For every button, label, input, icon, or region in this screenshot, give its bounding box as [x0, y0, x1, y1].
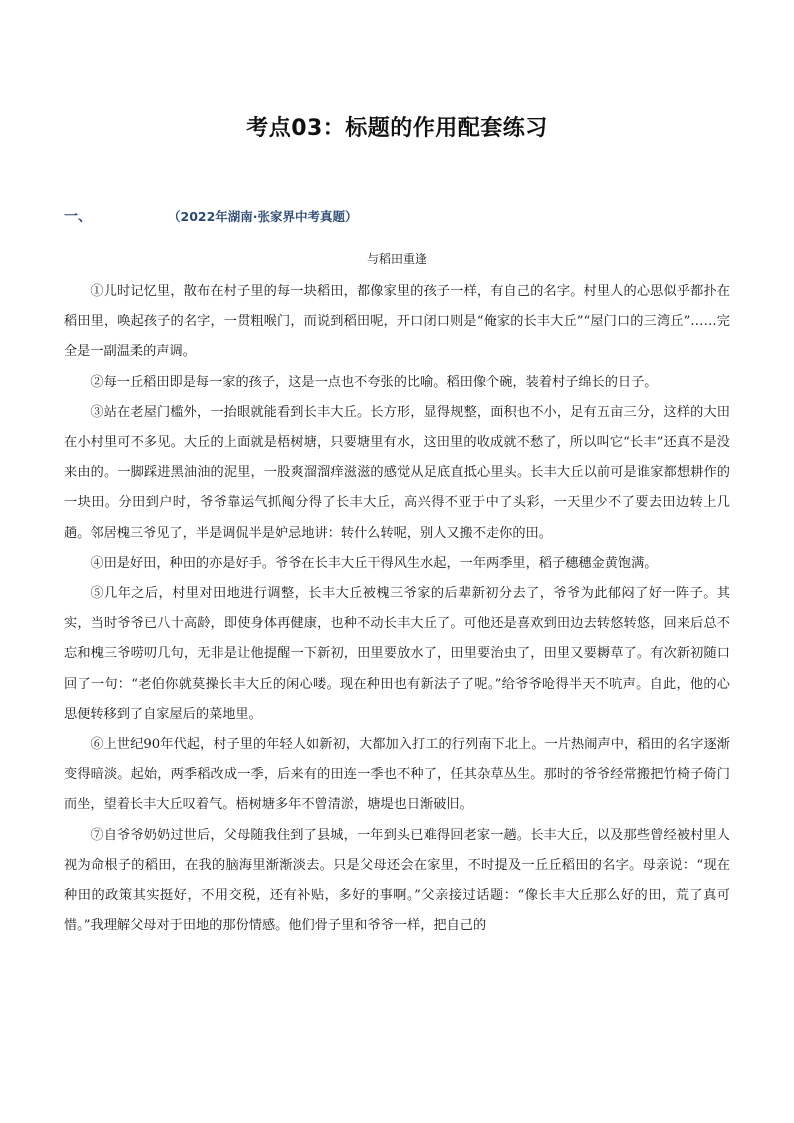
paragraph: ③站在老屋门槛外，一抬眼就能看到长丰大丘。长方形，显得规整，面积也不小，足有五亩三分，这样的大田在小村里可不多见。大丘的上面就是梧树塘，只要塘里有水，这田里的收成就不愁了，所以叫它“长丰”还真不是没来由的。一脚踩进黑油油的泥里，一股爽溜溜痒滋滋的感觉从足底直抵心里头。长丰大丘以前可是谁家都想耕作的一块田。分田到户时，爷爷靠运气抓阄分得了长丰大丘，高兴得不亚于中了头彩，一天里少不了要去田边转上几趟。邻居槐三爷见了，半是调侃半是妒忌地讲：转什么转呢，别人又搬不走你的田。 — [64, 404, 730, 541]
paragraph: ⑤几年之后，村里对田地进行调整，长丰大丘被槐三爷家的后辈新初分去了，爷爷为此郁闷了好一阵子。其实，当时爷爷已八十高龄，即使身体再健康，也种不动长丰大丘了。可他还是喜欢到田边去转悠转悠，回来后总不忘和槐三爷唠叨几句，无非是让他提醒一下新初，田里要放水了，田里要治虫了，田里又要耨草了。有次新初随口回了一句：“老伯你就莫操长丰大丘的闲心喽。现在种田也有新法子了呢。”给爷爷呛得半天不吭声。自此，他的心思便转移到了自家屋后的菜地里。 — [64, 586, 730, 722]
page-title: 考点03：标题的作用配套练习 — [246, 116, 548, 141]
article-title: 与稻田重逢 — [366, 252, 427, 266]
section-source: （2022年湖南·张家界中考真题） — [168, 209, 358, 224]
paragraph: ①儿时记忆里，散布在村子里的每一块稻田，都像家里的孩子一样，有自己的名字。村里人的心思似乎都扑在稻田里，唤起孩子的名字，一贯粗喉门，而说到稻田呢，开口闭口则是“俺家的长丰大丘”“屋门口的三湾丘”……完全是一副温柔的声调。 — [64, 284, 730, 360]
section-header — [64, 206, 744, 230]
paragraph: ⑥上世纪90年代起，村子里的年轻人如新初，大都加入打工的行列南下北上。一片热闹声中，稻田的名字逐渐变得暗淡。起始，两季稻改成一季，后来有的田连一季也不种了，任其杂草丛生。那时的爷爷经常搬把竹椅子倚门而坐，望着长丰大丘叹着气。梧树塘多年不曾清淤，塘堤也日渐破旧。 — [64, 737, 730, 813]
paragraph: ②每一丘稻田即是每一家的孩子，这是一点也不夸张的比喻。稻田像个碗，装着村子绵长的日子。 — [90, 374, 658, 390]
paragraph: ④田是好田，种田的亦是好手。爷爷在长丰大丘干得风生水起，一年两季里，稻子穗穗金黄饱满。 — [90, 555, 658, 571]
section-number: 一、 — [64, 209, 92, 225]
paragraph: ⑦自爷爷奶奶过世后，父母随我住到了县城，一年到头已难得回老家一趟。长丰大丘，以及那些曾经被村里人视为命根子的稻田，在我的脑海里渐渐淡去。只是父母还会在家里，不时提及一丘丘稻田的名字。母亲说：“现在种田的政策其实挺好，不用交税，还有补贴，多好的事啊。”父亲接过话题：“像长丰大丘那么好的田，荒了真可惜。”我理解父母对于田地的那份情感。他们骨子里和爷爷一样，把自己的 — [64, 827, 730, 934]
article-body — [64, 277, 730, 941]
